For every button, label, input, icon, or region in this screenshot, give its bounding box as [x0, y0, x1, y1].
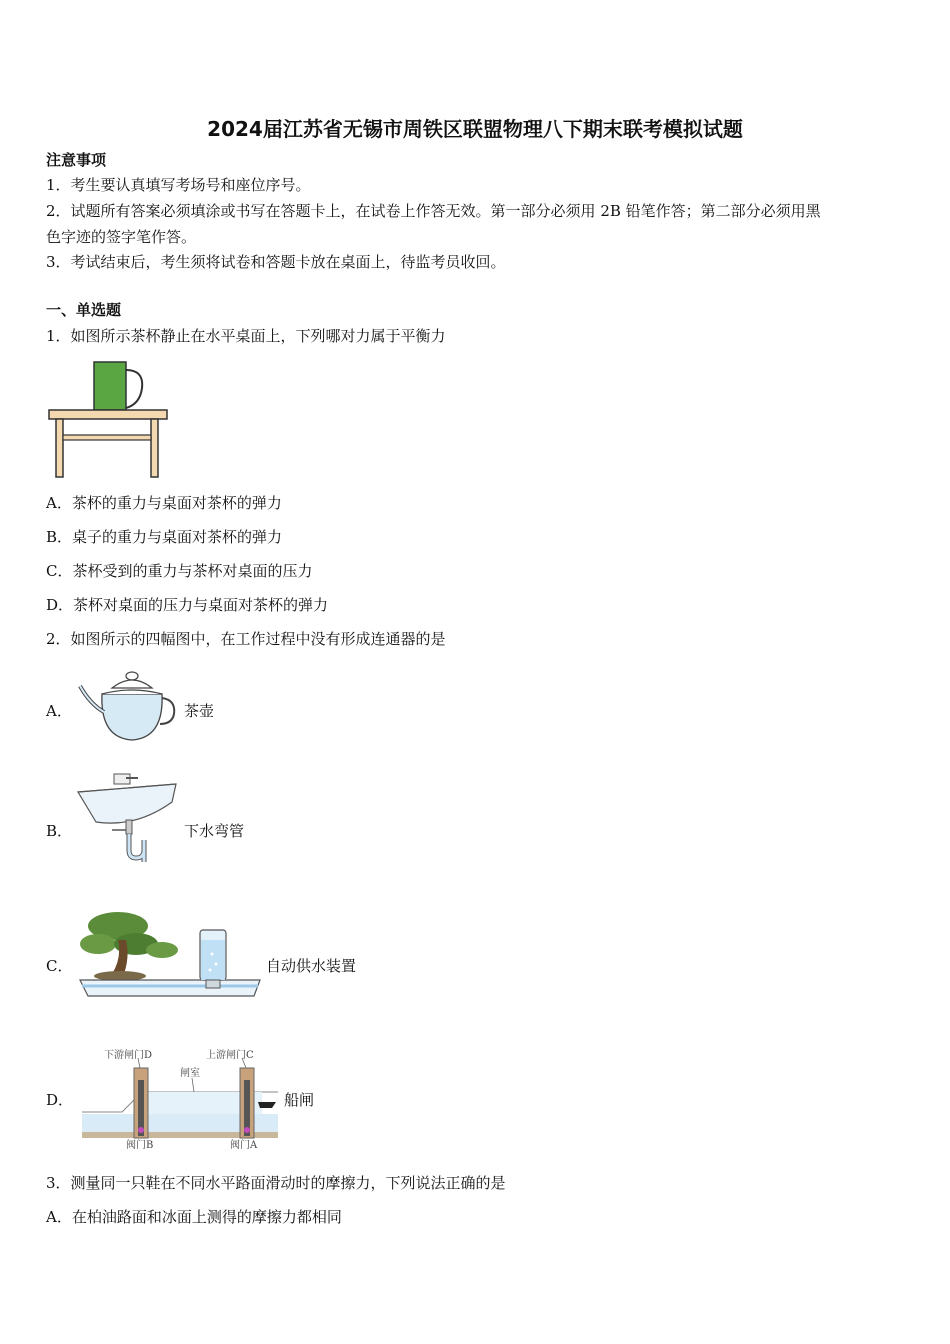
table-top: [49, 410, 167, 419]
notice-item-3: 3．考试结束后，考生须将试卷和答题卡放在桌面上，待监考员收回。: [46, 253, 506, 271]
valve-a-label: 阀门A: [230, 1140, 258, 1151]
page-title: 2024届江苏省无锡市周铁区联盟物理八下期末联考模拟试题: [207, 117, 743, 141]
cup-handle: [126, 370, 142, 408]
table-leg-left: [56, 419, 63, 477]
notice-item-1: 1．考生要认真填写考场号和座位序号。: [46, 176, 311, 194]
q2-option-a-letter: A．: [46, 702, 72, 720]
q2-stem: 2．如图所示的四幅图中，在工作过程中没有形成连通器的是: [46, 630, 446, 648]
notice-heading: 注意事项: [46, 151, 107, 169]
cup-on-table-figure: [48, 360, 170, 480]
q2-option-c-label: 自动供水装置: [266, 957, 357, 975]
gate-d-label: 下游闸门D: [104, 1050, 153, 1061]
q1-option-a: A．茶杯的重力与桌面对茶杯的弹力: [46, 494, 282, 512]
table-leg-right: [151, 419, 158, 477]
auto-water-supply-figure: [78, 904, 262, 1002]
notice-item-2: 2．试题所有答案必须填涂或书写在答题卡上，在试卷上作答无效。第一部分必须用 2B 铅笔作答；第二部分必须用黑: [46, 202, 821, 220]
q1-option-b: B．桌子的重力与桌面对茶杯的弹力: [46, 528, 283, 546]
q2-option-b-label: 下水弯管: [184, 822, 245, 840]
q2-option-d-letter: D．: [46, 1091, 74, 1109]
cup-body: [94, 362, 126, 410]
valve-b-label: 阀门B: [126, 1140, 154, 1151]
teapot-figure: [76, 664, 178, 744]
q1-option-c: C．茶杯受到的重力与茶杯对桌面的压力: [46, 562, 313, 580]
gate-c-label: 上游闸门C: [206, 1050, 254, 1061]
q3-stem: 3．测量同一只鞋在不同水平路面滑动时的摩擦力，下列说法正确的是: [46, 1174, 506, 1192]
section-heading: 一、单选题: [46, 301, 122, 319]
q1-stem: 1．如图所示茶杯静止在水平桌面上，下列哪对力属于平衡力: [46, 327, 446, 345]
q2-option-b-letter: B．: [46, 822, 73, 840]
q2-option-c-letter: C．: [46, 957, 73, 975]
q2-option-a-label: 茶壶: [184, 702, 215, 720]
chamber-label: 闸室: [180, 1068, 200, 1079]
q2-option-d-label: 船闸: [284, 1091, 315, 1109]
sink-trap-figure: [76, 772, 180, 862]
q3-option-a: A．在柏油路面和冰面上测得的摩擦力都相同: [46, 1208, 342, 1226]
q1-option-d: D．茶杯对桌面的压力与桌面对茶杯的弹力: [46, 596, 329, 614]
table-rail: [63, 435, 151, 440]
notice-item-2-cont: 色字迹的签字笔作答。: [46, 228, 197, 246]
ship-lock-figure: [82, 1044, 278, 1150]
